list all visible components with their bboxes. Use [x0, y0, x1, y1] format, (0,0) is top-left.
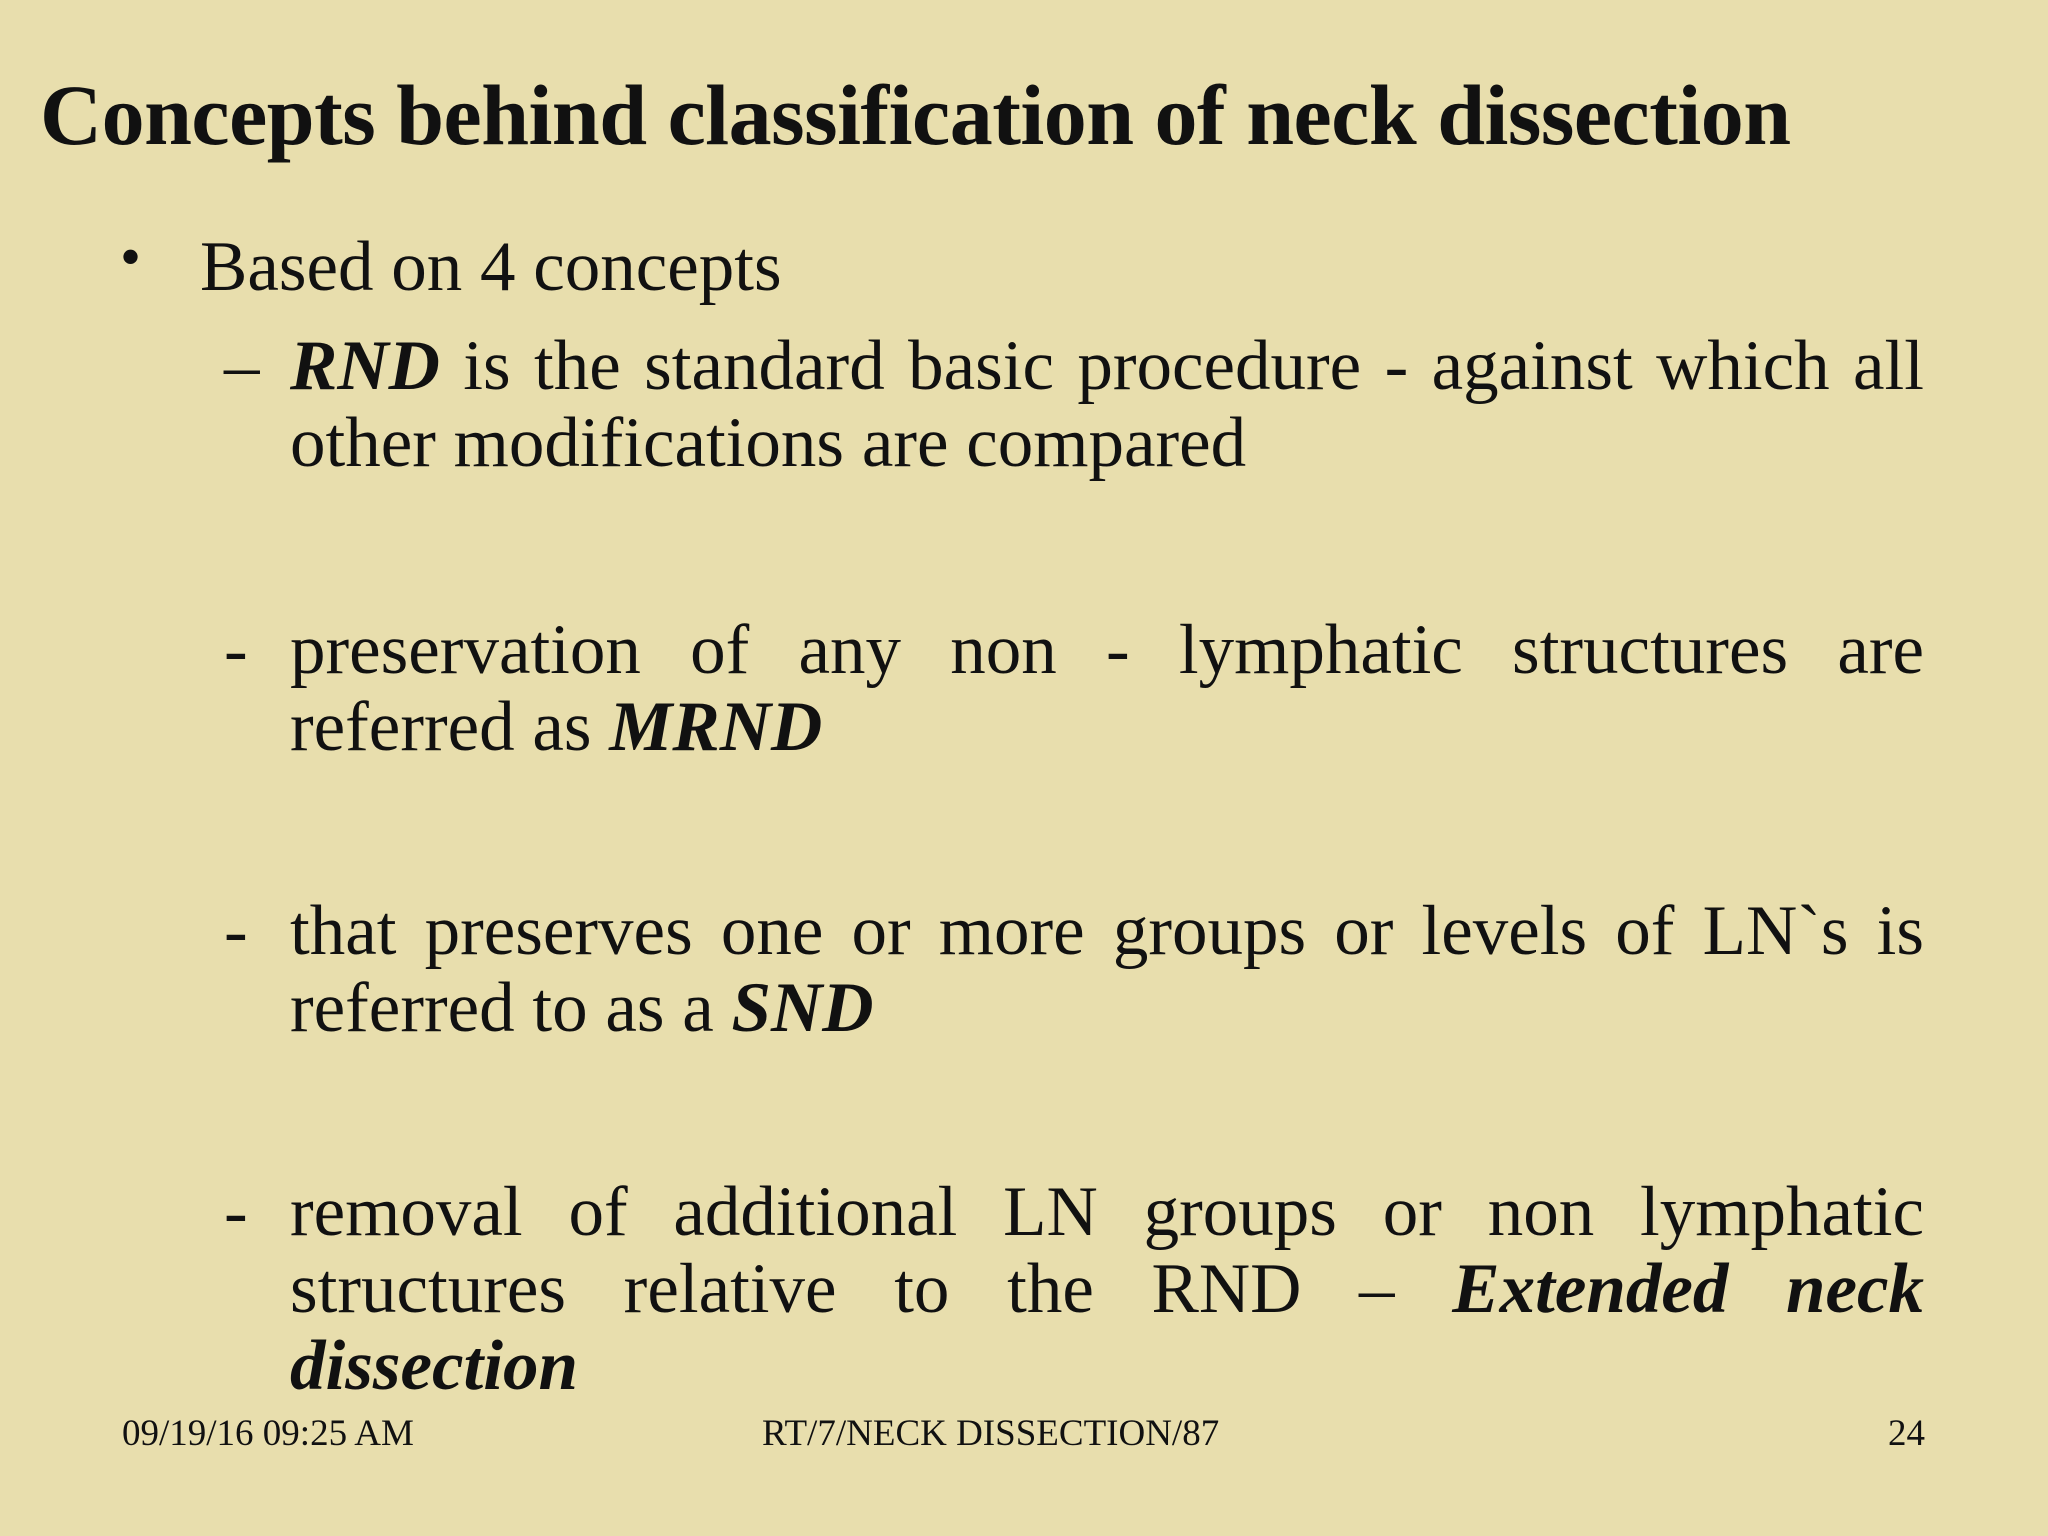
term-rnd: RND: [290, 327, 440, 405]
sub-item-rnd: [224, 328, 1924, 482]
term-snd: SND: [731, 969, 874, 1047]
dash-marker: -: [224, 892, 248, 970]
sub-item-description: removal of additional LN groups or non lymphatic structures relative to the RND –: [290, 1173, 1924, 1328]
slide-number: 24: [1888, 1413, 1925, 1454]
bullet-dot-icon: •: [120, 224, 142, 290]
sub-item-snd: [224, 893, 1924, 1047]
sub-item-extended: [224, 1174, 1924, 1405]
dash-marker: -: [224, 611, 248, 689]
sub-item-text: [290, 328, 1924, 482]
dash-marker: –: [224, 327, 260, 405]
bullet-text: Based on 4 concepts: [200, 228, 782, 306]
sub-item-description: preservation of any non - lymphatic structures are referred as: [290, 611, 1924, 766]
slide-title: Concepts behind classification of neck dissection: [40, 67, 1791, 163]
term-extended-neck-dissection: Extended neck dissection: [290, 1250, 1925, 1405]
sub-item-mrnd: [224, 612, 1924, 766]
sub-item-text: [290, 893, 1924, 1047]
term-mrnd: MRND: [609, 688, 823, 766]
dash-marker: -: [224, 1173, 248, 1251]
footer-date: 09/19/16 09:25 AM: [122, 1413, 414, 1454]
sub-item-description: is the standard basic procedure - against which all other modifications are compared: [290, 327, 1924, 482]
sub-item-text: [290, 612, 1924, 766]
sub-item-text: [290, 1174, 1924, 1405]
sub-item-description: that preserves one or more groups or levels of LN`s is referred to as a: [290, 892, 1924, 1047]
footer-reference: RT/7/NECK DISSECTION/87: [762, 1413, 1220, 1454]
